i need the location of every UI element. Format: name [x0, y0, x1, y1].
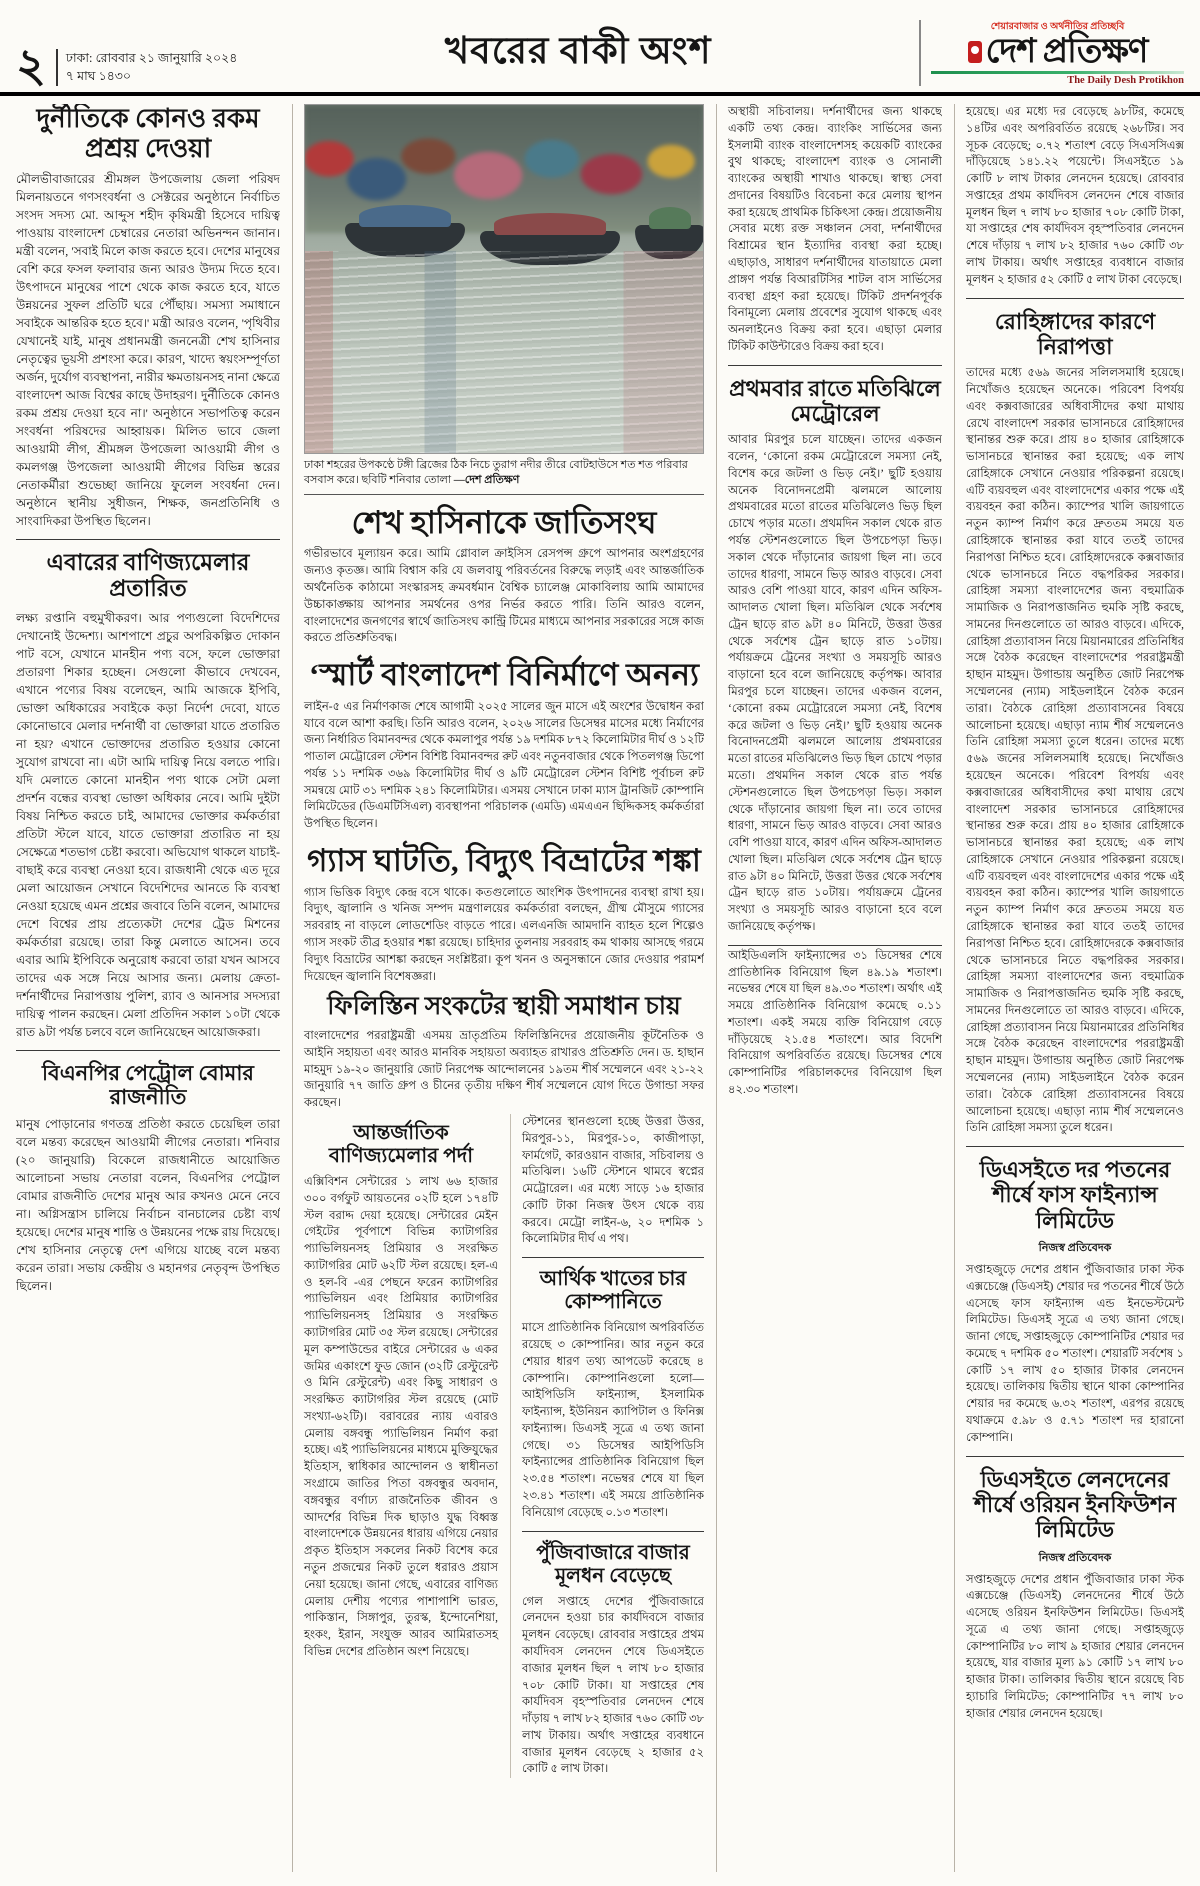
byline: নিজস্ব প্রতিবেদক [1038, 1551, 1112, 1564]
headline: ফিলিস্তিন সংকটের স্থায়ী সমাধান চায় [327, 993, 681, 1021]
article-body: আবার মিরপুর চলে যাচ্ছেন। তাদের একজন বলেন, ‘কোনো রকম মেট্রোরেলে সমস্যা নেই, বিশেষ করে জটলা ও ভিড় নেই।’ ছুটি হওয়ায় অনেক বিনোদনপ্রেমী ঝলমলে আলোয় প্রথমবারের মতো রাতের মতিঝিলেও ভিড় ছিল চোখে পড়ার মতো। প্রথমদিন সকাল থেকে রাত পর্যন্ত স্টেশনগুলোতে ছিল উপচেপড়া ভিড়। সকাল থেকে দাঁড়ানোর জায়গা ছিল না। তবে তাদের ধারণা, সামনে ভিড় আরও বাড়বে। সেবা আরও বেশি পাওয়া যাবে, কারণ এদিন অফিস-আদালত খোলা ছিল। মতিঝিল থেকে সর্বশেষ ট্রেন ছাড়ে রাত ৯টা ৪০ মিনিটে, উত্তরা উত্তর থেকে সর্বশেষ ট্রেন ছাড়ে রাত ১০টায়। পর্যায়ক্রমে ট্রেনের সংখ্যা ও সময়সূচি আরও বাড়ানো হবে বলে জানিয়েছে কর্তৃপক্ষ। আবার মিরপুর চলে যাচ্ছেন। তাদের একজন বলেন, ‘কোনো রকম মেট্রোরেলে সমস্যা নেই, বিশেষ করে জটলা ও ভিড় নেই।’ ছুটি হওয়ায় অনেক বিনোদনপ্রেমী ঝলমলে আলোয় প্রথমবারের মতো রাতের মতিঝিলেও ভিড় ছিল চোখে পড়ার মতো। প্রথমদিন সকাল থেকে রাত পর্যন্ত স্টেশনগুলোতে ছিল উপচেপড়া ভিড়। সকাল থেকে দাঁড়ানোর জায়গা ছিল না। তবে তাদের ধারণা, সামনে ভিড় আরও বাড়বে। সেবা আরও বেশি পাওয়া যাবে, কারণ এদিন অফিস-আদালত খোলা ছিল। মতিঝিল থেকে সর্বশেষ ট্রেন ছাড়ে রাত ৯টা ৪০ মিনিটে, উত্তরা উত্তর থেকে সর্বশেষ ট্রেন ছাড়ে রাত ১০টায়। পর্যায়ক্রমে ট্রেনের সংখ্যা ও সময়সূচি আরও বাড়ানো হবে বলে জানিয়েছে কর্তৃপক্ষ। [728, 434, 942, 933]
masthead-tagline: শেয়ারবাজার ও অর্থনীতির প্রতিচ্ছবি [990, 22, 1125, 32]
column-5 [954, 104, 1184, 1872]
headline: রোহিঙ্গাদের কারণে নিরাপত্তা [994, 308, 1156, 359]
article-body: আইডিএলসি ফাইন্যান্সের ৩১ ডিসেম্বর শেষে প্রাতিষ্ঠানিক বিনিয়োগ ছিল ৪৯.১৯ শতাংশ। নভেম্বর শেষে যা ছিল ৪৯.৩০ শতাংশ। অর্থাৎ এই সময়ে প্রাতিষ্ঠানিক বিনিয়োগ কমেছে ০.১১ শতাংশ। একই সময়ে ব্যক্তি বিনিয়োগ বেড়ে দাঁড়িয়েছে ২১.৫৪ শতাংশে। আর বিদেশি বিনিয়োগ অপরিবর্তিত রয়েছে। ডিসেম্বর শেষে কোম্পানিটির পরিচালকদের বিনিয়োগ ছিল ৪২.৩০ শতাংশ। [728, 949, 942, 1096]
middle-split-region [304, 1114, 704, 1778]
column-1 [16, 104, 280, 1872]
headline: শেখ হাসিনাকে জাতিসংঘ [351, 504, 657, 540]
article-body: লাইন-৫ এর নির্মাণকাজ শেষে আগামী ২০২৫ সালের জুন মাসে এই অংশের উদ্বোধন করা যাবে বলে আশা করছি। তিনি আরও বলেন, ২০২৬ সালের ডিসেম্বর মাসের মধ্যে নির্মাণের জন্য নির্ধারিত বিমানবন্দর থেকে কমলাপুর পর্যন্ত ১৯ দশমিক ৮৭২ কিলোমিটার দীর্ঘ ও ১২টি পাতাল মেট্রোরেল স্টেশন বিশিষ্ট বিমানবন্দর রুট এবং নতুনবাজার থেকে পিতলগঞ্জ ডিপো পর্যন্ত ১১ দশমিক ৩৬৯ কিলোমিটার দীর্ঘ ও ৯টি মেট্রোরেল স্টেশন বিশিষ্ট পূর্বাচল রুট সমন্বয়ে মোট ৩১ দশমিক ২৪১ কিলোমিটার। এসময় সেখানে ঢাকা ম্যাস ট্রানজিট কোম্পানি লিমিটেডের (ডিএমটিসিএল) ব্যবস্থাপনা পরিচালক (এমডি) এমএএন ছিদ্দিকসহ কর্মকর্তারা উপস্থিত ছিলেন। [304, 700, 704, 831]
dateline-gregorian: ঢাকা: রোববার ২১ জানুয়ারি ২০২৪ [65, 50, 238, 65]
metro-continuation: স্টেশনের স্থানগুলো হচ্ছে উত্তরা উত্তর, মিরপুর-১১, মিরপুর-১০, কাজীপাড়া, ফার্মগেট, কারওয়ান বাজার, সচিবালয় ও মতিঝিল। ১৬টি স্টেশনে থামবে স্বপ্নের মেট্রোরেল। এর মধ্যে সাড়ে ১৬ হাজার কোটি টাকা নিজস্ব উৎস থেকে ব্যয় করবে। মেট্রো লাইন-৬, ২০ দশমিক ১ কিলোমিটার দীর্ঘ এ পথ। [522, 1115, 704, 1246]
article-trade-fair-cheated [16, 539, 280, 1041]
headline: বিএনপির পেট্রোল বোমার রাজনীতি [42, 1060, 254, 1109]
masthead-underline [931, 71, 1184, 74]
article-body: এক্সিবিশন সেন্টারের ১ লাখ ৬৬ হাজার ৩০০ বর্গফুট আয়তনের ০২টি হলে ১৭৪টি স্টল বরাদ্দ দেয়া হয়েছে। সেন্টারের মেইন গেইটের পূর্বপাশে বিভিন্ন ক্যাটাগরির প্যাভিলিয়নসহ প্রিমিয়ার ও সংরক্ষিত ক্যাটাগরির মোট ৬২টি স্টল রয়েছে। হল-এ ও হল-বি -এর পেছনে ফরেন ক্যাটাগরির প্যাভিলিয়ন এবং প্রিমিয়ার ক্যাটাগরির প্যাভিলিয়নসহ প্রিমিয়ার ও সংরক্ষিত ক্যাটাগরির মোট ৩৫ স্টল রয়েছে। সেন্টারের মূল কম্পাউন্ডের বাইরে সেন্টারের ৬ একর জমির একাংশে ফুড জোন (৩২টি রেস্টুরেন্ট ও মিনি রেস্টুরেন্ট) এবং কিছু সাধারণ ও সংরক্ষিত ক্যাটাগরির স্টল রয়েছে (মোট সংখ্যা-৬২টি)। বরাবরের ন্যায় এবারও মেলায় বঙ্গবন্ধু প্যাভিলিয়ন নির্মাণ করা হচ্ছে। এই প্যাভিলিয়নের মাধ্যমে মুক্তিযুদ্ধের ইতিহাস, স্বাধিকার আন্দোলন ও স্বাধীনতা সংগ্রামে জাতির পিতা বঙ্গবন্ধুর অবদান, বঙ্গবন্ধুর বর্ণাঢ্য রাজনৈতিক জীবন ও আদর্শের বিভিন্ন দিক ছাড়াও যুদ্ধ বিধ্বস্ত বাংলাদেশকে উন্নয়নের ধারায় এগিয়ে নেয়ার প্রকৃত ইতিহাস সকলের নিকট বিশেষ করে নতুন প্রজন্মের নিকট তুলে ধরারও প্রয়াস নেয়া হয়েছে। জানা গেছে, এবারের বাণিজ্য মেলায় দেশীয় পণ্যের পাশাপাশি ভারত, পাকিস্তান, সিঙ্গাপুর, তুরস্ক, ইন্দোনেশিয়া, হংকং, ইরান, সংযুক্ত আরব আমিরাতসহ বিভিন্ন দেশের প্রতিষ্ঠান অংশ নিয়েছে। [304, 1175, 498, 1658]
headline: পুঁজিবাজারে বাজার মূলধন বেড়েছে [536, 1541, 690, 1587]
fair-services-continuation: অস্থায়ী সচিবালয়। দর্শনার্থীদের জন্য থাকছে একটি তথ্য কেন্দ্র। ব্যাংকিং সার্ভিসের জন্য ইসলামী ব্যাংক বাংলাদেশসহ কয়েকটি ব্যাংকের বুথ থাকছে; বাংলাদেশ ব্যাংক ও সোনালী ব্যাংকের অস্থায়ী শাখাও থাকছে। স্বাস্থ্য সেবা প্রদানের বিষয়টিও বিবেচনা করে মেলায় স্থাপন করা হয়েছে প্রাথমিক চিকিৎসা কেন্দ্র। প্রয়োজনীয় সেবার মধ্যে রক্ত সঞ্চালন সেবা, দর্শনার্থীদের বিশ্রামের স্থান ইত্যাদির ব্যবস্থা করা হচ্ছে। এছাড়াও, সাধারণ দর্শনার্থীদের যাতায়াতে মেলা প্রাঙ্গণ পর্যন্ত বিআরটিসির শাটল বাস সার্ভিসের ব্যবস্থা গ্রহণ করা হয়েছে। টিকিট প্রদর্শনপূর্বক বিনামূল্যে মেলায় প্রবেশের সুযোগ থাকছে এবং অনলাইনেও বিক্রয় করা হবে। এছাড়া মেলার টিকিট কাউন্টারেও বিক্রয় করা হবে। [728, 106, 942, 353]
article-corruption [16, 104, 280, 530]
dateline-bangla: ৭ মাঘ ১৪৩০ [65, 69, 132, 84]
headline: এবারের বাণিজ্যমেলার প্রতারিত [46, 549, 250, 602]
headline: ‘স্মার্ট বাংলাদেশ বিনির্মাণে অনন্য [308, 657, 700, 693]
middle-right-subcolumn [510, 1114, 704, 1778]
headline: প্রথমবার রাতে মতিঝিলে মেট্রোরেল [729, 375, 941, 427]
article-body: তাদের মধ্যে ৫৬৯ জনের সলিলসমাধি হয়েছে। নিখোঁজও হয়েছেন অনেকে। পরিবেশ বিপর্যয় এবং কক্সবাজারের অধিবাসীদের কথা মাথায় রেখে বাংলাদেশ সরকার ভাসানচরে রোহিঙ্গাদের স্থানান্তর শুরু করে। প্রায় ৪০ হাজার রোহিঙ্গাকে ভাসানচরে স্থানান্তর করা হয়েছে; এক লাখ রোহিঙ্গাকে সেখানে নেওয়ার পরিকল্পনা রয়েছে। এটি ব্যয়বহুল এবং বাংলাদেশের একার পক্ষে এই ব্যয়বহন করা কঠিন। ক্যাম্পের খালি জায়গাতে নতুন ক্যাম্প নির্মাণ করে দ্রুততম সময়ে যত রোহিঙ্গাকে স্থানান্তর করা যাবে ততই তাদের নিরাপত্তা নিশ্চিত হবে। রোহিঙ্গাদেরকে কক্সবাজার থেকে ভাসানচরে নিতে বদ্ধপরিকর সরকার। রোহিঙ্গা সমস্যা বাংলাদেশের জন্য বহুমাত্রিক সামাজিক ও নিরাপত্তাজনিত হুমকি সৃষ্টি করছে, সামনের দিনগুলোতে তা আরও বাড়বে। এদিকে, রোহিঙ্গা প্রত্যাবাসন নিয়ে মিয়ানমারের প্রতিনিধির সঙ্গে বৈঠক করেছেন বাংলাদেশের পররাষ্ট্রমন্ত্রী হাছান মাহমুদ। উগান্ডায় অনুষ্ঠিত জোট নিরপেক্ষ সম্মেলনের (ন্যাম) সাইডলাইনে বৈঠক করেন তারা। বৈঠকে রোহিঙ্গা প্রত্যাবাসনের বিষয়ে আলোচনা হয়েছে। এছাড়া ন্যাম শীর্ষ সম্মেলনেও তিনি রোহিঙ্গা সমস্যা তুলে ধরেন। তাদের মধ্যে ৫৬৯ জনের সলিলসমাধি হয়েছে। নিখোঁজও হয়েছেন অনেকে। পরিবেশ বিপর্যয় এবং কক্সবাজারের অধিবাসীদের কথা মাথায় রেখে বাংলাদেশ সরকার ভাসানচরে রোহিঙ্গাদের স্থানান্তর শুরু করে। প্রায় ৪০ হাজার রোহিঙ্গাকে ভাসানচরে স্থানান্তর করা হয়েছে; এক লাখ রোহিঙ্গাকে সেখানে নেওয়ার পরিকল্পনা রয়েছে। এটি ব্যয়বহুল এবং বাংলাদেশের একার পক্ষে এই ব্যয়বহন করা কঠিন। ক্যাম্পের খালি জায়গাতে নতুন ক্যাম্প নির্মাণ করে দ্রুততম সময়ে যত রোহিঙ্গাকে স্থানান্তর করা যাবে ততই তাদের নিরাপত্তা নিশ্চিত হবে। রোহিঙ্গাদেরকে কক্সবাজার থেকে ভাসানচরে নিতে বদ্ধপরিকর সরকার। রোহিঙ্গা সমস্যা বাংলাদেশের জন্য বহুমাত্রিক সামাজিক ও নিরাপত্তাজনিত হুমকি সৃষ্টি করছে, সামনের দিনগুলোতে তা আরও বাড়বে। এদিকে, রোহিঙ্গা প্রত্যাবাসন নিয়ে মিয়ানমারের প্রতিনিধির সঙ্গে বৈঠক করেছেন বাংলাদেশের পররাষ্ট্রমন্ত্রী হাছান মাহমুদ। উগান্ডায় অনুষ্ঠিত জোট নিরপেক্ষ সম্মেলনের (ন্যাম) সাইডলাইনে বৈঠক করেন তারা। বৈঠকে রোহিঙ্গা প্রত্যাবাসনের বিষয়ে আলোচনা হয়েছে। এছাড়া ন্যাম শীর্ষ সম্মেলনেও তিনি রোহিঙ্গা সমস্যা তুলে ধরেন। [966, 367, 1184, 1135]
photo-water-area [305, 251, 703, 453]
cse-market-continuation: হয়েছে। এর মধ্যে দর বেড়েছে ৯৮টির, কমেছে ১৪টির এবং অপরিবর্তিত রয়েছে ২৬৮টির। সব সূচক বেড়েছে; ০.৭২ শতাংশ বেড়ে সিএসসিএক্স দাঁড়িয়েছে ১৪১.২২ পয়েন্টে। সিএসইতে ১৯ কোটি ৮ লাখ টাকার লেনদেন হয়েছে। রোববার সপ্তাহের প্রথম কার্যদিবস লেনদেন শেষে বাজার মূলধন ছিল ৭ লাখ ৮০ হাজার ৭০৮ কোটি টাকা, যা সপ্তাহের শেষ কার্যদিবস বৃহস্পতিবার লেনদেন শেষে দাঁড়ায় ৭ লাখ ৮২ হাজার ৭৬০ কোটি ৩৮ লাখ টাকায়। অর্থাৎ সপ্তাহের ব্যবধানে বাজার মূলধন ২ হাজার ৫২ কোটি ৫ লাখ টাকা বেড়েছে। [966, 106, 1184, 286]
news-photo [304, 104, 704, 454]
headline: আন্তর্জাতিক বাণিজ্যমেলার পর্দা [328, 1121, 474, 1167]
article-metro-night [728, 365, 942, 936]
masthead-name: দেশ প্রতিক্ষণ [985, 33, 1148, 70]
headline: আর্থিক খাতের চার কোম্পানিতে [539, 1268, 687, 1314]
article-body: গভীরভাবে মূল্যায়ন করে। আমি গ্লোবাল ক্রাইসিস রেসপন্স গ্রুপে আপনার অংশগ্রহণের জন্যও কৃতজ্ঞ। আমি বিশ্বাস করি যে জলবায়ু পরিবর্তনের বিরুদ্ধে লড়াই এবং আন্তর্জাতিক অর্থনৈতিক কাঠামো সংস্কারসহ ক্রমবর্ধমান বৈশ্বিক চ্যালেঞ্জ মোকাবিলায় আমি আমাদের উচ্চাকাঙ্ক্ষায় আপনার সমর্থনের ওপর নির্ভর করতে পারি। তিনি আরও বলেন, বাংলাদেশের জনগণের স্বার্থে জাতিসংঘ কান্ট্রি টিমের মাধ্যমে আপনার সরকারের সঙ্গে কাজ করতে প্রতিশ্রুতিবদ্ধ। [304, 548, 704, 645]
column-4 [716, 104, 942, 1872]
article-body: লক্ষ্য রপ্তানি বহুমুখীকরণ। আর পণ্যগুলো বিদেশিদের দেখানোই উদ্দেশ্য। আশপাশে প্রচুর অপরিকল্পিত দোকান পাট বসে, যেখানে মানহীন পণ্য বসে, ফলে ভোক্তারা প্রতারণা শিকার হচ্ছেন। সেগুলো কীভাবে দেখবেন, এখানে পণ্যের বিষয় বলেছেন, আমি আজকে ইপিবি, ভোক্তা অধিকারের সবাইকে কড়া নির্দেশ দেবো, যাতে কোনোভাবে মেলার দর্শনার্থী বা ভোক্তারা যাতে প্রতারিত না হয়? এখানে ভোক্তাদের প্রতারিত হওয়ার কোনো সুযোগ রাখবো না। এটা আমি দায়িত্ব নিয়ে বলতে পারি। যদি মেলাতে কোনো মানহীন পণ্য থাকে সেটা মেলা প্রদর্শন বন্ধের ব্যবস্থা ভোক্তা অধিকার নেবে। আমি দুইটা বিষয় নিশ্চিত করতে চাই, আমাদের ভোক্তার কর্মকর্তারা প্রতিটা স্টলে যাবে, যাতে ভোক্তারা প্রতারিত না হয় সেক্ষেত্রে শতভাগ চেষ্টা করবো। অভিযোগ থাকলে যাচাই-বাছাই করে ব্যবস্থা নেওয়া হবে। রাজধানী থেকে এত দূরে মেলা আয়োজন সেখানে বিদেশিদের আনতে কি ব্যবস্থা নেওয়া হয়েছে এমন প্রশ্নের জবাবে তিনি বলেন, আমাদের দেশে বিশ্বের প্রায় প্রত্যেকটা দেশের ট্রেড মিশনের কর্মকর্তারা রয়েছে। তারা কিন্তু মেলাতে আসেন। তবে এবার আমি ইপিবিকে অনুরোধ করবো তারা যখন আসবে তাদের এক সঙ্গে নিয়ে আসার জন্য। মেলায় ক্রেতা-দর্শনার্থীদের নিরাপত্তায় পুলিশ, র‌্যাব ও আনসার সদস্যরা দায়িত্ব পালন করছেন। মেলা প্রতিদিন সকাল ১০টা থেকে রাত ৯টা পর্যন্ত চলবে বলে জানিয়েছেন আয়োজকরা। [16, 610, 280, 1039]
article-smart-bangladesh [304, 657, 704, 833]
article-rohingya-security [966, 298, 1184, 1138]
article-dse-top-loser [966, 1146, 1184, 1446]
article-un-hasina [304, 505, 704, 647]
headline: গ্যাস ঘাটতি, বিদ্যুৎ বিভ্রাটের শঙ্কা [307, 843, 701, 878]
article-body: গেল সপ্তাহে দেশের পুঁজিবাজারে লেনদেন হওয়া চার কার্যদিবসে বাজার মূলধন বেড়েছে। রোববার সপ্তাহের প্রথম কার্যদিবস লেনদেন শেষে ডিএসইতে বাজার মূলধন ছিল ৭ লাখ ৮০ হাজার ৭০৮ কোটি টাকা। যা সপ্তাহের শেষ কার্যদিবস বৃহস্পতিবার লেনদেন শেষে দাঁড়ায় ৭ লাখ ৮২ হাজার ৭৬০ কোটি ৩৮ লাখ টাকায়। অর্থাৎ সপ্তাহের ব্যবধানে বাজার মূলধন বেড়েছে ২ হাজার ৫২ কোটি ৫ লাখ টাকা। [522, 1595, 704, 1776]
article-dse-top-turnover [966, 1456, 1184, 1723]
article-body: মাসে প্রাতিষ্ঠানিক বিনিয়োগ অপরিবর্তিত রয়েছে ৩ কোম্পানির। আর নতুন করে শেয়ার ধারণ তথ্য আপডেট করেছে ৪ কোম্পানি। কোম্পানিগুলো হলো— আইপিডিসি ফাইন্যান্স, ইসলামিক ফাইন্যান্স, ইউনিয়ন ক্যাপিটাল ও ফিনিক্স ফাইন্যান্স। ডিএসই সূত্রে এ তথ্য জানা গেছে। ৩১ ডিসেম্বর আইপিডিসি ফাইন্যান্সের প্রাতিষ্ঠানিক বিনিয়োগ ছিল ২৩.৫৪ শতাংশ। নভেম্বর শেষে যা ছিল ২৩.৪১ শতাংশ। এই সময়ে প্রাতিষ্ঠানিক বিনিয়োগ বেড়েছে ০.১৩ শতাংশ। [522, 1322, 704, 1519]
article-body: গ্যাস ভিত্তিক বিদ্যুৎ কেন্দ্র বসে থাকে। কতগুলোতে আংশিক উৎপাদনের ব্যবস্থা রাখা হয়। বিদ্যুৎ, জ্বালানি ও খনিজ সম্পদ মন্ত্রণালয়ের কর্মকর্তারা বলছেন, গ্রীষ্ম মৌসুমে গ্যাসের সরবরাহ না বাড়লে লোডশেডিং বাড়তে পারে। এলএনজি আমদানি ব্যাহত হলে শিল্পেও গ্যাস সংকট তীব্র হওয়ার শঙ্কা রয়েছে। চাহিদার তুলনায় সরবরাহ কম থাকায় আসছে গরমে বিদ্যুৎ বিভ্রাটের আশঙ্কা করছেন সংশ্লিষ্টরা। কূপ খনন ও অনুসন্ধানে জোর দেওয়ার পরামর্শ দিয়েছেন জ্বালানি বিশেষজ্ঞরা। [304, 886, 704, 983]
page-number: ২ [16, 39, 46, 91]
article-body: মৌলভীবাজারের শ্রীমঙ্গল উপজেলায় জেলা পরিষদ মিলনায়তনে গণসংবর্ধনা ও সেক্টরের অনুষ্ঠানে নির্বাচিত সংসদ সদস্য মো. আব্দুস শহীদ কৃষিমন্ত্রী হিসেবে দায়িত্ব পাওয়ায় বাংলাদেশ চেম্বারের নেতারা অভিনন্দন জানান। মন্ত্রী বলেন, 'সবাই মিলে কাজ করতে হবে। দেশের মানুষের বেশি করে ফসল ফলাবার জন্য আরও উদ্যম দিতে হবে। উৎপাদনে মানুষের পাশে থেকে কাজ করতে হবে, যাতে উন্নয়নের সুফল প্রতিটি ঘরে পৌঁছায়। সমস্যা সমাধানে সবাইকে আন্তরিক হতে হবে।' মন্ত্রী আরও বলেন, 'পৃথিবীর যেখানেই যাই, মানুষ প্রধানমন্ত্রী জননেত্রী শেখ হাসিনার নেতৃত্বের ভূয়সী প্রশংসা করে। কারণ, খাদ্যে স্বয়ংসম্পূর্ণতা অর্জন, দুর্যোগ ব্যবস্থাপনা, নারীর ক্ষমতায়নসহ নানা ক্ষেত্রে বাংলাদেশ আজ বিশ্বের কাছে উদাহরণ। দুর্নীতিকে কোনও রকম প্রশ্রয় দেওয়া হবে না।' অনুষ্ঠানে সভাপতিত্ব করেন সংবর্ধনা পরিষদের আহ্বায়ক। মিলিত ভাবে জেলা আওয়ামী লীগ, শ্রীমঙ্গল উপজেলা আওয়ামী লীগ ও কমলগঞ্জ উপজেলা আওয়ামী লীগের বিভিন্ন স্তরের নেতাকর্মীরা শুভেচ্ছা জানিয়ে ফুলেল সংবর্ধনা দেন। অনুষ্ঠানে স্থানীয় সুধীজন, শিক্ষক, জনপ্রতিনিধি ও সাংবাদিকরা উপস্থিত ছিলেন। [16, 171, 280, 528]
photo-caption: ঢাকা শহরের উপকণ্ঠে টঙ্গী ব্রিজের ঠিক নিচে তুরাগ নদীর তীরে বোটহাউসে শত শত পরিবার বসবাস করে। ছবিটি শনিবার তোলা —দেশ প্রতিক্ষণ [304, 454, 704, 495]
main-content [0, 96, 1200, 1872]
headline: ডিএসইতে লেনদেনের শীর্ষে ওরিয়ন ইনফিউশন লিমিটেড [973, 1466, 1177, 1543]
headline: দুর্নীতিকে কোনও রকম প্রশ্রয় দেওয়া [36, 104, 260, 163]
headline: ডিএসইতে দর পতনের শীর্ষে ফাস ফাইন্যান্স লিমিটেড [979, 1157, 1171, 1233]
masthead-subtitle: The Daily Desh Protikhon [1067, 75, 1184, 86]
article-body: সপ্তাহজুড়ে দেশের প্রধান পুঁজিবাজার ঢাকা স্টক এক্সচেঞ্জে (ডিএসই) শেয়ার দর পতনের শীর্ষে উঠে এসেছে ফাস ফাইন্যান্স এন্ড ইনভেস্টমেন্ট লিমিটেড। ডিএসই সূত্রে এ তথ্য জানা গেছে। জানা গেছে, সপ্তাহজুড়ে কোম্পানিটির শেয়ার দর কমেছে ৭ দশমিক ৫০ শতাংশ। শেয়ারটি সর্বশেষ ১ কোটি ১৭ লাখ ৫০ হাজার টাকার লেনদেন হয়েছে। তালিকায় দ্বিতীয় স্থানে থাকা কোম্পানির শেয়ার দর কমেছে ৬.৩২ শতাংশ, এরপর রয়েছে যথাক্রমে ৫.৯৮ ও ৫.৭১ শতাংশ দর হারানো কোম্পানি। [966, 1264, 1184, 1444]
photo-credit: —দেশ প্রতিক্ষণ [453, 474, 520, 487]
institutional-investment-continuation [728, 945, 942, 1099]
article-gas-shortage [304, 843, 704, 985]
byline: নিজস্ব প্রতিবেদক [1038, 1242, 1112, 1255]
article-bnp-petrol-bomb [16, 1050, 280, 1295]
page-header [0, 0, 1200, 96]
article-body: সপ্তাহজুড়ে দেশের প্রধান পুঁজিবাজার ঢাকা স্টক এক্সচেঞ্জে (ডিএসই) লেনদেনের শীর্ষে উঠে এসেছে ওরিয়ন ইনফিউশন লিমিটেড। ডিএসই সূত্রে এ তথ্য জানা গেছে। সপ্তাহজুড়ে কোম্পানিটির ৮০ লাখ ৯ হাজার শেয়ার লেনদেন হয়েছে, যার বাজার মূল্য ৯১ কোটি ১৭ লাখ ৮০ হাজার টাকা। তালিকার দ্বিতীয় স্থানে রয়েছে বিচ হ্যাচারি লিমিটেড; কোম্পানিটির ৭৭ লাখ ৮০ হাজার শেয়ার লেনদেন হয়েছে। [966, 1573, 1184, 1720]
article-market-cap [522, 1531, 704, 1779]
article-financial-companies [522, 1257, 704, 1521]
column-middle [292, 104, 704, 1872]
section-title: খবরের বাকী অংশ [444, 31, 712, 72]
dateline [56, 49, 237, 87]
masthead-logo-icon [968, 41, 982, 63]
article-palestine [304, 993, 704, 1112]
article-body: মানুষ পোড়ানোর গণতন্ত্র প্রতিষ্ঠা করতে চেয়েছিল তারা বলে মন্তব্য করেছেন আওয়ামী লীগের নেতারা। শনিবার (২০ জানুয়ারি) বিকেলে রাজধানীতে আয়োজিত আলোচনা সভায় নেতারা বলেন, বিএনপির পেট্রোল বোমার রাজনীতি দেশের মানুষ আর কখনও মেনে নেবে না। অগ্নিসন্ত্রাস চালিয়ে নির্বাচন বানচালের চেষ্টা ব্যর্থ হয়েছে। দেশের মানুষ শান্তি ও উন্নয়নের পক্ষে রায় দিয়েছে। শেখ হাসিনার নেতৃত্বে দেশ এগিয়ে যাচ্ছে বলে মন্তব্য করেন তারা। সভায় কেন্দ্রীয় ও মহানগর নেতৃবৃন্দ উপস্থিত ছিলেন। [16, 1116, 280, 1293]
article-trade-fair-opening [304, 1114, 498, 1778]
masthead [919, 20, 1184, 86]
article-body: বাংলাদেশের পররাষ্ট্রমন্ত্রী এসময় ভ্রাতৃপ্রতিম ফিলিস্তিনিদের প্রয়োজনীয় কূটনৈতিক ও আইনি সহায়তা এবং আরও মানবিক সহায়তা অব্যাহত রাখারও প্রতিশ্রুতি দেন। ড. হাছান মাহমুদ ১৯-২০ জানুয়ারি জোট নিরপেক্ষ আন্দোলনের ১৯তম শীর্ষ সম্মেলনে এবং ২১-২২ জানুয়ারি ৭৭ জাতি গ্রুপ ও চীনের তৃতীয় দক্ষিণ শীর্ষ সম্মেলনে যোগ দিতে উগান্ডা সফর করছেন। [304, 1030, 704, 1110]
